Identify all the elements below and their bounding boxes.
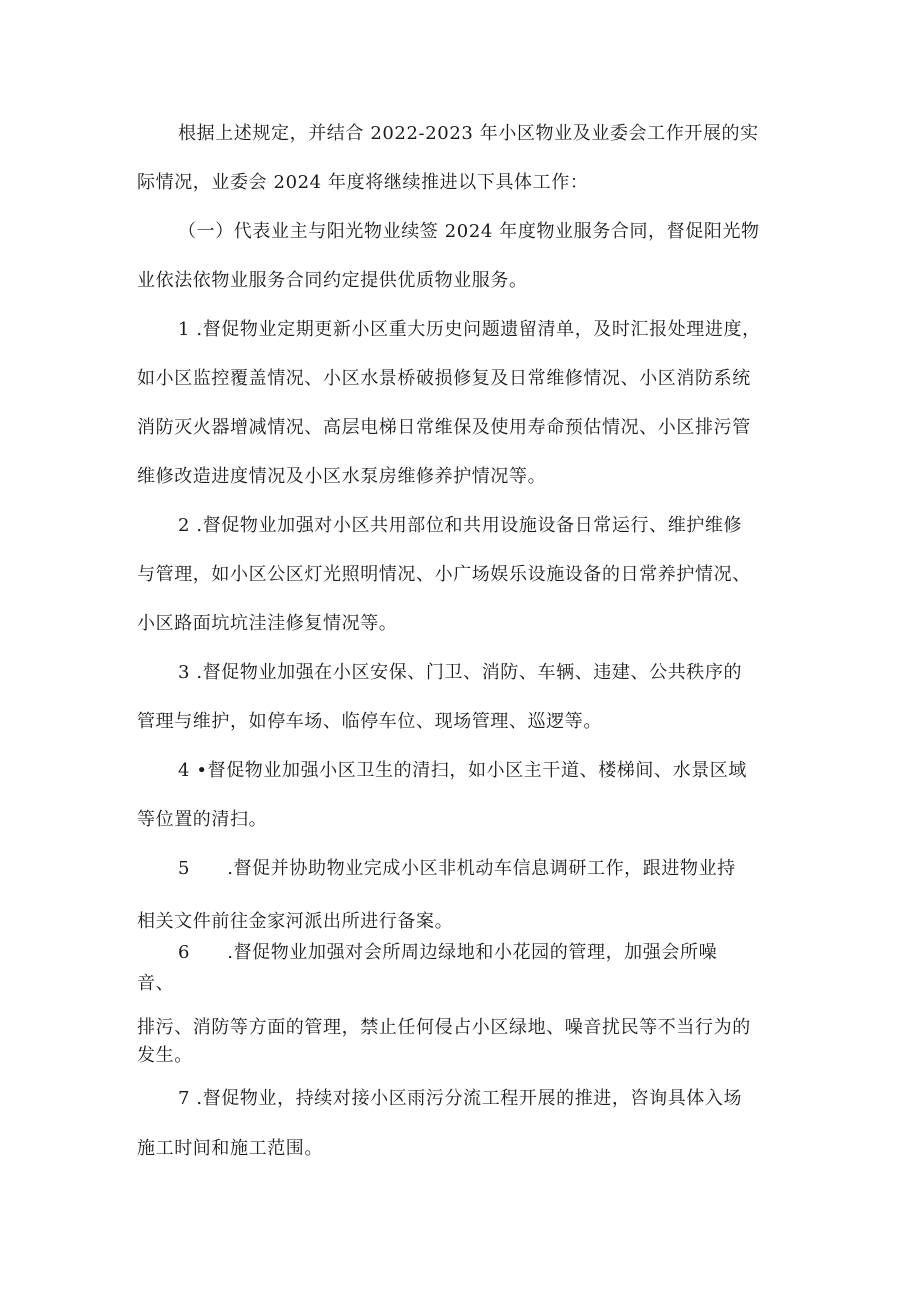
text-line: 音、 [137, 973, 175, 994]
text-line: 排污、消防等方面的管理，禁止任何侵占小区绿地、噪音扰民等不当行为的 [137, 1017, 751, 1038]
text-line: 1 .督促物业定期更新小区重大历史问题遗留清单，及时汇报处理进度， [178, 319, 761, 340]
text-line: 相关文件前往金家河派出所进行备案。 [137, 911, 454, 932]
text-line: 施工时间和施工范围。 [137, 1138, 323, 1159]
text-line: 际情况，业委会 2024 年度将继续推进以下具体工作： [137, 172, 589, 193]
text-line: 2 .督促物业加强对小区共用部位和共用设施设备日常运行、维护维修 [178, 515, 743, 536]
text-line: 4 •督促物业加强小区卫生的清扫，如小区主干道、楼梯间、水景区域 [178, 760, 747, 781]
text-line: （一）代表业主与阳光物业续签 2024 年度物业服务合同，督促阳光物 [178, 221, 760, 242]
text-line: 小区路面坑坑洼洼修复情况等。 [137, 613, 398, 634]
text-line: 如小区监控覆盖情况、小区水景桥破损修复及日常维修情况、小区消防系统 [137, 368, 751, 389]
text-line: 业依法依物业服务合同约定提供优质物业服务。 [137, 270, 528, 291]
text-line: 与管理，如小区公区灯光照明情况、小广场娱乐设施设备的日常养护情况、 [137, 564, 751, 585]
text-line: 根据上述规定，并结合 2022-2023 年小区物业及业委会工作开展的实 [178, 123, 759, 144]
text-line: 3 .督促物业加强在小区安保、门卫、消防、车辆、违建、公共秩序的 [178, 662, 743, 683]
text-line: 管理与维护，如停车场、临停车位、现场管理、巡逻等。 [137, 711, 602, 732]
text-line: 5 .督促并协助物业完成小区非机动车信息调研工作，跟进物业持 [178, 858, 736, 879]
text-line: 发生。 [137, 1045, 193, 1066]
text-line: 消防灭火器增减情况、高层电梯日常维保及使用寿命预估情况、小区排污管 [137, 417, 751, 438]
text-line: 等位置的清扫。 [137, 809, 268, 830]
text-line: 维修改造进度情况及小区水泵房维修养护情况等。 [137, 466, 547, 487]
text-line: 7 .督促物业，持续对接小区雨污分流工程开展的推进，咨询具体入场 [178, 1088, 743, 1109]
text-line: 6 .督促物业加强对会所周边绿地和小花园的管理，加强会所噪 [178, 942, 718, 963]
